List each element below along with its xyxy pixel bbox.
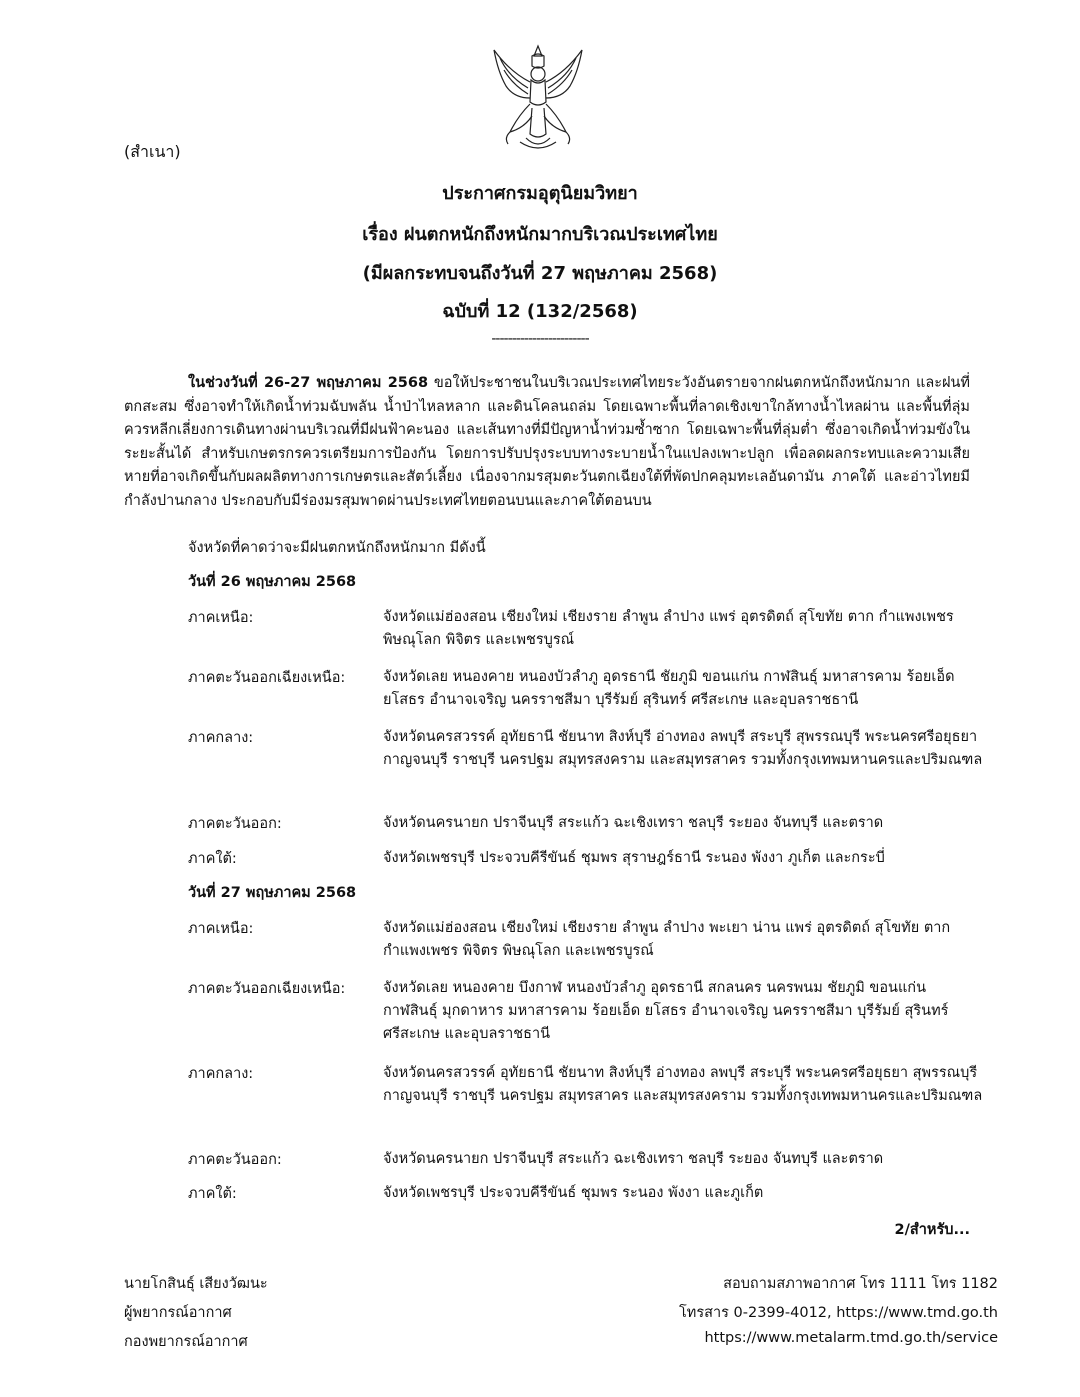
region-provinces: จังหวัดนครสวรรค์ อุทัยธานี ชัยนาท สิงห์บุรี อ่างทอง ลพบุรี สระบุรี พระนครศรีอยุธยา สุพรรณบุรี กาญจนบุรี ราชบุรี นครปฐม สมุทรสาคร และสมุทรสงคราม รวมทั้งกรุงเทพมหานครและปริมณฑล — [383, 1065, 983, 1104]
warning-text: ขอให้ประชาชนในบริเวณประเทศไทยระวังอันตรายจากฝนตกหนักถึงหนักมาก และฝนที่ตกสะสม ซึ่งอาจทำให้เกิดน้ำท่วมฉับพลัน น้ำป่าไหลหลาก และดินโคลนถล่ม โดยเฉพาะพื้นที่ลาดเชิงเขาใกล้ทางน้ำไหลผ่าน และพื้นที่ลุ่ม ควรหลีกเลี่ยงการเดินทางผ่านบริเวณที่มีฝนฟ้าคะนอง และเส้นทางที่มีปัญหาน้ำท่วมซ้ำซาก โดยเฉพาะพื้นที่ลุ่มต่ำ ซึ่งอาจเกิดน้ำท่วมขังในระยะสั้นได้ สำหรับเกษตรกรควรเตรียมการป้องกัน โดยการปรับปรุงระบบทางระบายน้ำในแปลงเพาะปลูก เพื่อลดผลกระทบและความเสียหายที่อาจเกิดขึ้นกับผลผลิตทางการเกษตรและสัตว์เลี้ยง เนื่องจากมรสุมตะวันตกเฉียงใต้ที่พัดปกคลุมทะเลอันดามัน ภาคใต้ และอ่าวไทยมีกำลังปานกลาง ประกอบกับมีร่องมรสุมพาดผ่านประเทศไทยตอนบนและภาคใต้ตอนบน — [124, 375, 970, 509]
announcement-subject: เรื่อง ฝนตกหนักถึงหนักมากบริเวณประเทศไทย — [362, 224, 718, 245]
warning-lead: ในช่วงวันที่ 26-27 พฤษภาคม 2568 — [188, 375, 429, 391]
province-intro: จังหวัดที่คาดว่าจะมีฝนตกหนักถึงหนักมาก มีดังนี้ — [188, 540, 486, 556]
region-label: ภาคเหนือ: — [188, 921, 254, 937]
region-label: ภาคตะวันออก: — [188, 1152, 282, 1168]
title-separator: ------------------------ — [491, 331, 589, 347]
region-provinces: จังหวัดเพชรบุรี ประจวบคีรีขันธ์ ชุมพร ระนอง พังงา และภูเก็ต — [383, 1185, 764, 1201]
announcement-title: ประกาศกรมอุตุนิยมวิทยา — [442, 183, 638, 204]
continue-marker: 2/สำหรับ... — [894, 1222, 970, 1238]
warning-paragraph — [124, 372, 970, 513]
region-provinces: จังหวัดแม่ฮ่องสอน เชียงใหม่ เชียงราย ลำพูน ลำปาง พะเยา น่าน แพร่ อุตรดิตถ์ สุโขทัย ตาก กำแพงเพชร พิจิตร พิษณุโลก และเพชรบูรณ์ — [383, 920, 951, 959]
region-provinces: จังหวัดเลย หนองคาย บึงกาฬ หนองบัวลำภู อุดรธานี สกลนคร นครพนม ชัยภูมิ ขอนแก่น กาฬสินธุ์ มุกดาหาร มหาสารคาม ร้อยเอ็ด ยโสธร อำนาจเจริญ นครราชสีมา บุรีรัมย์ สุรินทร์ ศรีสะเกษ และอุบลราชธานี — [383, 980, 949, 1042]
region-label: ภาคใต้: — [188, 851, 237, 867]
region-provinces: จังหวัดเพชรบุรี ประจวบคีรีขันธ์ ชุมพร สุราษฎร์ธานี ระนอง พังงา ภูเก็ต และกระบี่ — [383, 850, 885, 866]
copy-label: (สำเนา) — [124, 142, 181, 161]
region-provinces: จังหวัดนครนายก ปราจีนบุรี สระแก้ว ฉะเชิงเทรา ชลบุรี ระยอง จันทบุรี และตราด — [383, 1151, 884, 1167]
region-label: ภาคกลาง: — [188, 1066, 254, 1082]
region-label: ภาคตะวันออกเฉียงเหนือ: — [188, 670, 346, 686]
effect-period: (มีผลกระทบจนถึงวันที่ 27 พฤษภาคม 2568) — [362, 263, 718, 284]
day-title: วันที่ 27 พฤษภาคม 2568 — [188, 885, 357, 901]
forecaster-title: ผู้พยากรณ์อากาศ — [124, 1305, 232, 1321]
region-label: ภาคตะวันออกเฉียงเหนือ: — [188, 981, 346, 997]
contact-fax-website: โทรสาร 0-2399-4012, https://www.tmd.go.th — [679, 1305, 998, 1321]
region-provinces: จังหวัดนครสวรรค์ อุทัยธานี ชัยนาท สิงห์บุรี อ่างทอง ลพบุรี สระบุรี สุพรรณบุรี พระนครศรีอยุธยา กาญจนบุรี ราชบุรี นครปฐม สมุทรสงคราม และสมุทรสาคร รวมทั้งกรุงเทพมหานครและปริมณฑล — [383, 729, 983, 768]
region-provinces: จังหวัดนครนายก ปราจีนบุรี สระแก้ว ฉะเชิงเทรา ชลบุรี ระยอง จันทบุรี และตราด — [383, 815, 884, 831]
forecaster-name: นายโกสินธุ์ เสียงวัฒนะ — [124, 1276, 268, 1292]
region-label: ภาคกลาง: — [188, 730, 254, 746]
region-provinces: จังหวัดเลย หนองคาย หนองบัวลำภู อุดรธานี ชัยภูมิ ขอนแก่น กาฬสินธุ์ มหาสารคาม ร้อยเอ็ด ยโสธร อำนาจเจริญ นครราชสีมา บุรีรัมย์ สุรินทร์ ศรีสะเกษ และอุบลราชธานี — [383, 669, 955, 708]
region-label: ภาคเหนือ: — [188, 610, 254, 626]
contact-phone: สอบถามสภาพอากาศ โทร 1111 โทร 1182 — [723, 1276, 998, 1292]
contact-service-url: https://www.metalarm.tmd.go.th/service — [704, 1330, 998, 1346]
day-title: วันที่ 26 พฤษภาคม 2568 — [188, 574, 357, 590]
garuda-emblem-icon — [488, 42, 588, 154]
issue-number: ฉบับที่ 12 (132/2568) — [442, 301, 638, 322]
region-provinces: จังหวัดแม่ฮ่องสอน เชียงใหม่ เชียงราย ลำพูน ลำปาง แพร่ อุตรดิตถ์ สุโขทัย ตาก กำแพงเพชร พิษณุโลก พิจิตร และเพชรบูรณ์ — [383, 609, 954, 648]
region-label: ภาคตะวันออก: — [188, 816, 282, 832]
region-label: ภาคใต้: — [188, 1186, 237, 1202]
forecaster-division: กองพยากรณ์อากาศ — [124, 1334, 248, 1350]
